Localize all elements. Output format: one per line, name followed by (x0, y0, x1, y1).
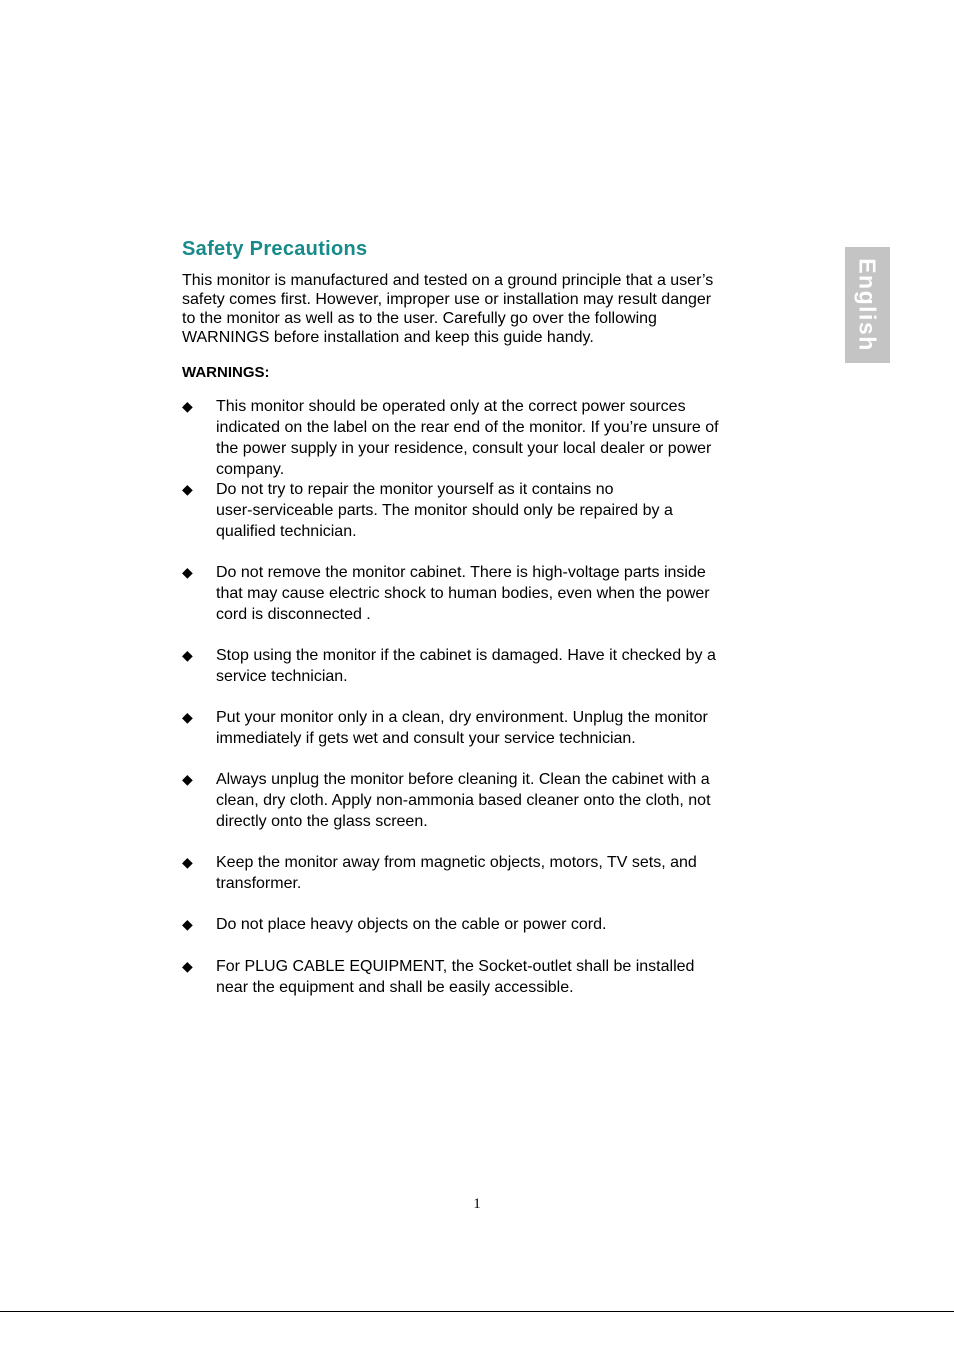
diamond-bullet-icon: ◆ (182, 564, 193, 580)
warning-line: service technician. (216, 668, 348, 685)
diamond-bullet-icon: ◆ (182, 916, 193, 932)
language-tab-label: English (854, 258, 881, 352)
warning-line: near the equipment and shall be easily accessible. (216, 979, 574, 996)
warning-line: Stop using the monitor if the cabinet is damaged. Have it checked by a (216, 647, 716, 664)
warning-line: company. (216, 461, 285, 478)
intro-line: WARNINGS before installation and keep this guide handy. (182, 329, 594, 346)
page-title: Safety Precautions (182, 238, 368, 260)
warning-text (216, 769, 776, 832)
warning-item-heavy-objects (182, 914, 782, 956)
warning-item-socket-outlet (182, 956, 782, 1018)
warning-line: Always unplug the monitor before cleaning it. Clean the cabinet with a (216, 771, 710, 788)
diamond-bullet-icon: ◆ (182, 958, 193, 974)
language-side-tab (845, 247, 890, 363)
diamond-bullet-icon: ◆ (182, 481, 193, 497)
warnings-list (182, 396, 782, 1018)
warning-text (216, 645, 776, 687)
warning-item-damaged (182, 645, 782, 707)
warning-line: directly onto the glass screen. (216, 813, 428, 830)
intro-line: This monitor is manufactured and tested on a ground principle that a user’s (182, 272, 714, 289)
warning-line: immediately if gets wet and consult your service technician. (216, 730, 636, 747)
warning-text (216, 956, 776, 998)
warning-line: indicated on the label on the rear end of the monitor. If you’re unsure of (216, 419, 719, 436)
warning-line: Put your monitor only in a clean, dry environment. Unplug the monitor (216, 709, 708, 726)
warning-line: Do not place heavy objects on the cable or power cord. (216, 916, 607, 933)
warning-item-cleaning (182, 769, 782, 852)
warning-line: cord is disconnected . (216, 606, 371, 623)
warning-line: clean, dry cloth. Apply non-ammonia based cleaner onto the cloth, not (216, 792, 711, 809)
warning-line: Do not remove the monitor cabinet. There is high-voltage parts inside (216, 564, 706, 581)
diamond-bullet-icon: ◆ (182, 854, 193, 870)
warning-text (216, 852, 776, 894)
diamond-bullet-icon: ◆ (182, 398, 193, 414)
warning-line: user-serviceable parts. The monitor should only be repaired by a (216, 502, 673, 519)
warning-text (216, 562, 776, 625)
warning-item-power-source (182, 396, 782, 479)
diamond-bullet-icon: ◆ (182, 647, 193, 663)
warning-item-repair (182, 479, 782, 562)
warning-line: This monitor should be operated only at the correct power sources (216, 398, 686, 415)
warning-text (216, 396, 776, 480)
intro-line: to the monitor as well as to the user. Carefully go over the following (182, 310, 657, 327)
warning-item-magnetic (182, 852, 782, 914)
warning-line: For PLUG CABLE EQUIPMENT, the Socket-outlet shall be installed (216, 958, 695, 975)
diamond-bullet-icon: ◆ (182, 709, 193, 725)
intro-line: safety comes first. However, improper use or installation may result danger (182, 291, 712, 308)
warning-text (216, 914, 776, 935)
page-number: 1 (473, 1196, 481, 1212)
warnings-label: WARNINGS: (182, 364, 270, 381)
warning-line: that may cause electric shock to human bodies, even when the power (216, 585, 710, 602)
warning-line: the power supply in your residence, consult your local dealer or power (216, 440, 712, 457)
intro-paragraph (182, 271, 782, 347)
warning-line: Keep the monitor away from magnetic objects, motors, TV sets, and (216, 854, 697, 871)
footer-divider (0, 1311, 954, 1312)
warning-text (216, 479, 776, 542)
warning-line: transformer. (216, 875, 302, 892)
warning-item-environment (182, 707, 782, 769)
warning-line: Do not try to repair the monitor yourself as it contains no (216, 481, 614, 498)
diamond-bullet-icon: ◆ (182, 771, 193, 787)
warning-text (216, 707, 776, 749)
warning-item-cabinet (182, 562, 782, 645)
warning-line: qualified technician. (216, 523, 357, 540)
